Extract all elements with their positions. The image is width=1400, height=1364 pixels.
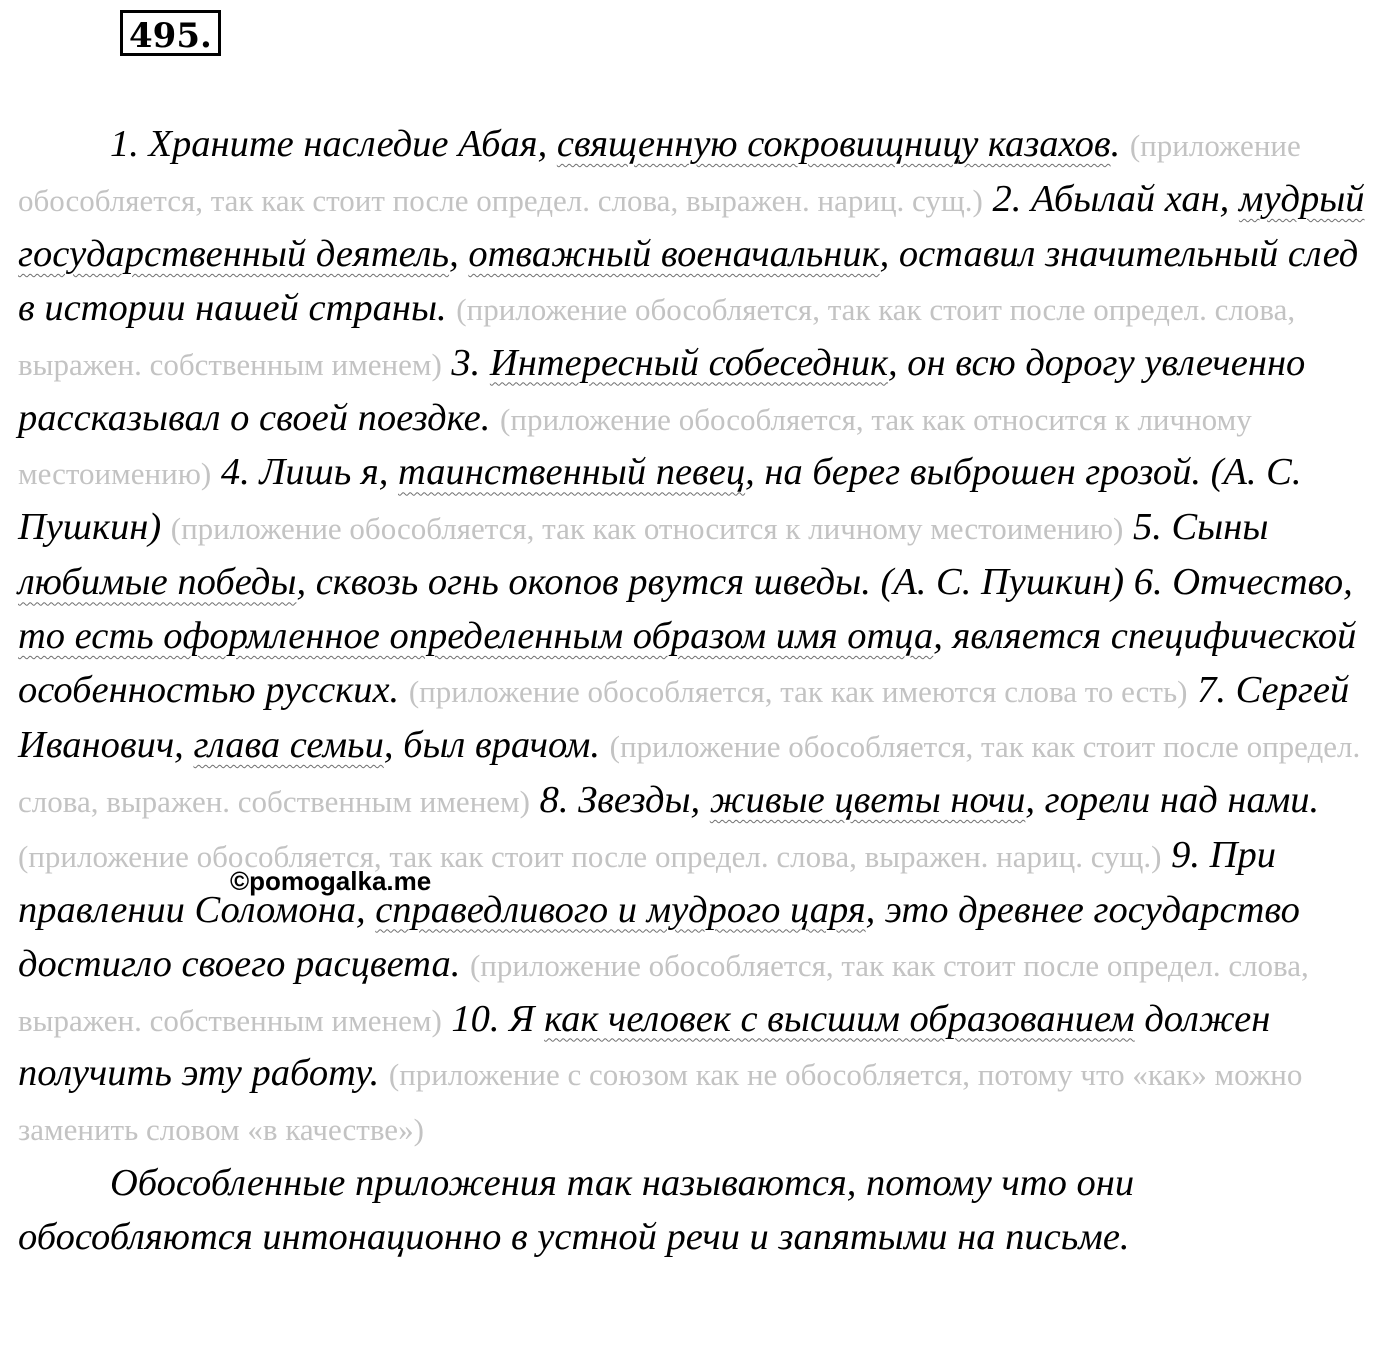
task-number: 495.: [120, 10, 221, 56]
sentence-9-start: 9. При правлении Соломона,: [18, 833, 1276, 931]
note-10: (приложение с союзом как не обособляется, потому что «как» можно заменить словом «в качестве»): [18, 1057, 1303, 1148]
sentence-10-start: 10. Я: [441, 997, 545, 1040]
appositive-9: справедливого и мудрого царя: [375, 888, 866, 931]
answer-text: [18, 118, 1370, 1265]
sentence-8-start: 8. Звезды,: [529, 778, 710, 821]
sentence-3-start: 3.: [441, 341, 490, 384]
sentence-2-end: , оставил значительный след в истории нашей страны.: [18, 232, 1359, 329]
appositive-10: как человек с высшим образованием: [544, 997, 1135, 1040]
sentence-5-end: , сквозь огнь окопов рвутся шведы. (А. С. Пушкин) 6. Отчество,: [296, 561, 1353, 604]
sentence-4-start: 4. Лишь я,: [211, 451, 398, 494]
note-2: (приложение обособляется, так как стоит после определ. слова, выражен. собственным именем): [18, 291, 1296, 382]
sentence-8-end: , горели над нами.: [1025, 778, 1320, 821]
sentence-2-start: 2. Абылай хан,: [982, 177, 1239, 220]
appositive-4: таинственный певец: [398, 451, 746, 494]
appositive-2a: мудрый государственный деятель: [18, 177, 1365, 275]
appositive-1: священную сокровищницу казахов: [556, 123, 1111, 165]
sentence-10-end: должен получить эту работу.: [18, 997, 1271, 1095]
conclusion-paragraph: Обособленные приложения так называются, потому что они обособляются интонационно в устной речи и запятыми на письме.: [18, 1162, 1135, 1259]
sentence-1-start: 1. Храните наследие Абая,: [110, 123, 557, 165]
appositive-8: живые цветы ночи: [709, 778, 1026, 821]
note-3: (приложение обособляется, так как относится к личному местоимению): [18, 401, 1252, 492]
note-8: (приложение обособляется, так как стоит после определ. слова, выражен. нариц. сущ.): [18, 838, 1162, 874]
note-4: (приложение обособляется, так как относится к личному местоимению): [170, 511, 1124, 547]
sentence-6-end: , является специфической особенностью русских.: [18, 615, 1357, 712]
watermark: ©pomogalka.me: [230, 866, 432, 896]
note-6: (приложение обособляется, так как имеются слова то есть): [408, 674, 1188, 710]
appositive-3: Интересный собеседник: [489, 341, 889, 384]
appositive-7: глава семьи: [193, 723, 384, 766]
sentence-3-end: , он всю дорогу увлеченно рассказывал о своей поездке.: [18, 341, 1306, 439]
note-7: (приложение обособляется, так как стоит после определ. слова, выражен. собственным именем): [18, 728, 1361, 819]
note-9: (приложение обособляется, так как стоит после определ. слова, выражен. собственным именем): [18, 947, 1309, 1038]
appositive-6: то есть оформленное определенным образом имя отца: [18, 615, 934, 658]
appositive-2b: отважный военачальник: [468, 232, 880, 275]
sentence-1-end: .: [1110, 123, 1121, 165]
sentence-4-end: , на берег выброшен грозой. (А. С. Пушкин): [18, 451, 1302, 549]
appositive-5: любимые победы: [18, 561, 297, 604]
note-1: (приложение обособляется, так как стоит после определ. слова, выражен. нариц. сущ.): [18, 128, 1301, 218]
sentence-7-end: , был врачом.: [383, 723, 610, 766]
answer-paragraph: [18, 118, 1370, 1157]
sentence-5-start: 5. Сыны: [1123, 506, 1269, 549]
sentence-9-end: , это древнее государство достигло своего расцвета.: [18, 888, 1300, 985]
sentence-7-start: 7. Сергей Иванович,: [18, 669, 1350, 766]
sentence-2-mid: ,: [449, 232, 469, 275]
